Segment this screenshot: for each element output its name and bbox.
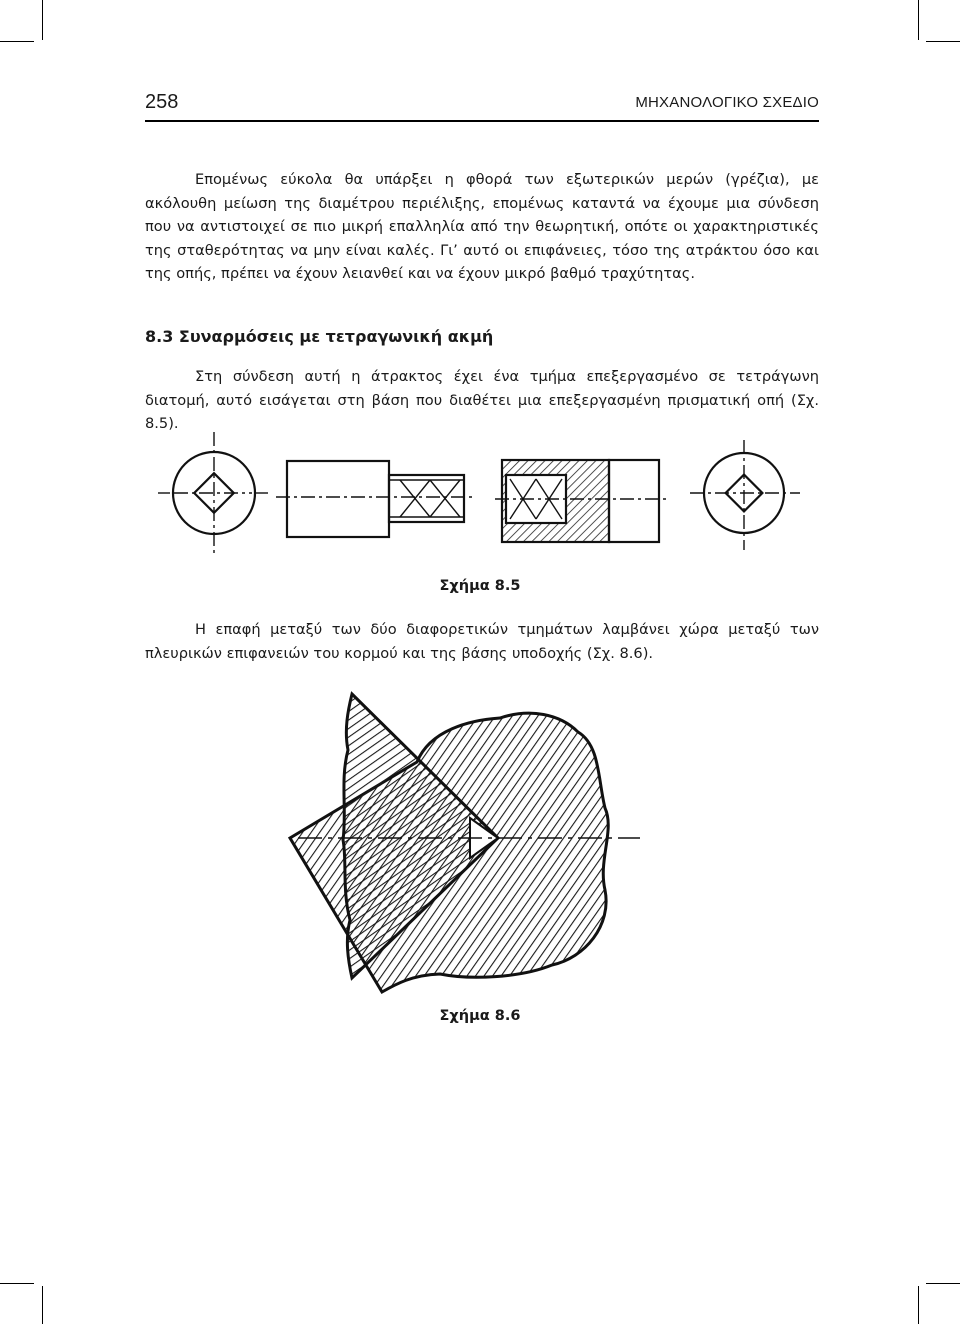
left-end-view <box>158 432 268 554</box>
figure-8-6 <box>0 690 960 1000</box>
crop-mark <box>926 41 960 42</box>
shaft-with-square-end <box>276 461 472 537</box>
figure-8-5-caption: Σχήμα 8.5 <box>439 578 521 594</box>
crop-mark <box>0 1283 34 1284</box>
crop-mark <box>926 1283 960 1284</box>
running-title: ΜΗΧΑΝΟΛΟΓΙΚΟ ΣΧΕΔΙΟ <box>635 94 819 111</box>
crop-mark <box>42 0 43 40</box>
page-number: 258 <box>145 91 179 113</box>
right-end-view <box>690 440 800 550</box>
paragraph-1: Επομένως εύκολα θα υπάρξει η φθορά των εξωτερικών μερών (γρέζια), με ακόλουθη μείωση της διαμέτρου περιέλιξης, επομένως καταντά να έχουμε μια σύνδεση που να αντιστοιχεί σε πιο μικρή επαλληλία από την θεωρητική, οπότε οι χαρακτηριστικές της σταθερότητας να μην είναι καλές. Γι’ αυτό οι επιφάνειες, τόσο της ατράκτου όσο και της οπής, πρέπει να έχουν λειανθεί και να έχουν μικρό βαθμό τραχύτητας. <box>145 171 819 282</box>
hub-section <box>495 460 668 542</box>
page-header <box>145 88 819 122</box>
crop-mark <box>918 0 919 40</box>
crop-mark <box>918 1286 919 1324</box>
crop-mark <box>42 1286 43 1324</box>
section-heading: 8.3 Συναρμόσεις με τετραγωνική ακμή <box>145 327 494 346</box>
paragraph-3: Η επαφή μεταξύ των δύο διαφορετικών τμημάτων λαμβάνει χώρα μεταξύ των πλευρικών επιφανειών του κορμού και της βάσης υποδοχής (Σχ. 8.6). <box>145 621 819 662</box>
figure-8-5 <box>0 428 960 578</box>
figure-8-6-caption: Σχήμα 8.6 <box>439 1008 521 1024</box>
paragraph-2: Στη σύνδεση αυτή η άτρακτος έχει ένα τμήμα επεξεργασμένο σε τετράγωνη διατομή, αυτό εισάγεται στη βάση που διαθέτει μια επεξεργασμένη πρισματική οπή (Σχ. 8.5). <box>145 368 819 432</box>
crop-mark <box>0 41 34 42</box>
